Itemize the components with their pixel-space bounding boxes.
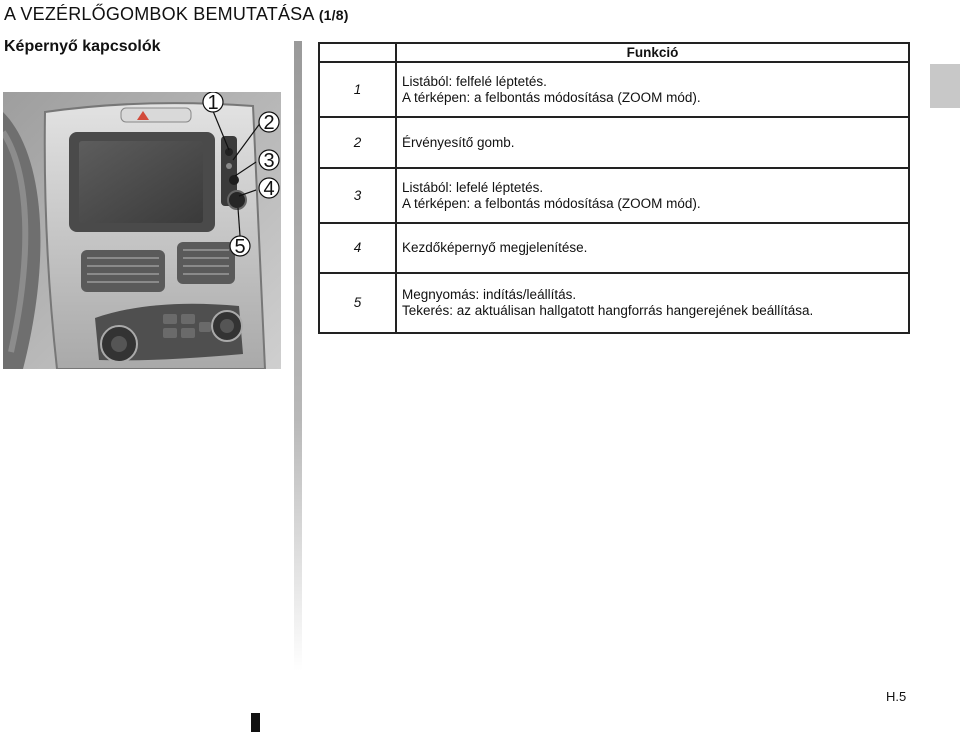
- row-number: 2: [319, 117, 396, 168]
- page-title-text: A VEZÉRLŐGOMBOK BEMUTATÁSA: [4, 4, 314, 24]
- table-header-empty: [319, 43, 396, 62]
- section-title: Képernyő kapcsolók: [4, 38, 161, 55]
- table-row: [319, 168, 909, 223]
- dashboard-photo: [3, 92, 281, 369]
- section-divider: [294, 41, 302, 671]
- callout-label-5: 5: [234, 236, 246, 258]
- row-description: [396, 168, 909, 223]
- page-indicator: (1/8): [318, 7, 349, 23]
- callout-label-2: 2: [263, 112, 275, 134]
- row-number: 1: [319, 62, 396, 117]
- chapter-tab: [930, 64, 960, 108]
- footer-mark: [251, 713, 260, 732]
- row-line: A térképen: a felbontás módosítása (ZOOM mód).: [402, 195, 701, 211]
- row-description: [396, 62, 909, 117]
- row-number: 5: [319, 273, 396, 333]
- row-line: A térképen: a felbontás módosítása (ZOOM mód).: [402, 89, 701, 105]
- page-number: H.5: [886, 689, 907, 704]
- callout-label-3: 3: [263, 150, 275, 172]
- row-description: [396, 117, 909, 168]
- callout-label-4: 4: [263, 178, 275, 200]
- table-row: [319, 223, 909, 273]
- page-title: [4, 4, 349, 25]
- row-number: 3: [319, 168, 396, 223]
- row-description: [396, 223, 909, 273]
- table-row: [319, 117, 909, 168]
- row-line: Listából: lefelé léptetés.: [402, 179, 544, 195]
- row-line: Listából: felfelé léptetés.: [402, 73, 547, 89]
- row-line: Megnyomás: indítás/leállítás.: [402, 287, 577, 302]
- row-number: 4: [319, 223, 396, 273]
- callout-label-1: 1: [207, 92, 219, 114]
- row-description: [396, 273, 909, 333]
- function-table: [318, 42, 910, 334]
- table-row: [319, 273, 909, 333]
- table-header-row: [319, 43, 909, 62]
- row-line: Tekerés: az aktuálisan hallgatott hangforrás hangerejének beállítása.: [402, 303, 814, 318]
- row-line: Érvényesítő gomb.: [402, 134, 515, 150]
- row-line: Kezdőképernyő megjelenítése.: [402, 240, 588, 255]
- table-header-funkcio: Funkció: [396, 43, 909, 62]
- table-row: [319, 62, 909, 117]
